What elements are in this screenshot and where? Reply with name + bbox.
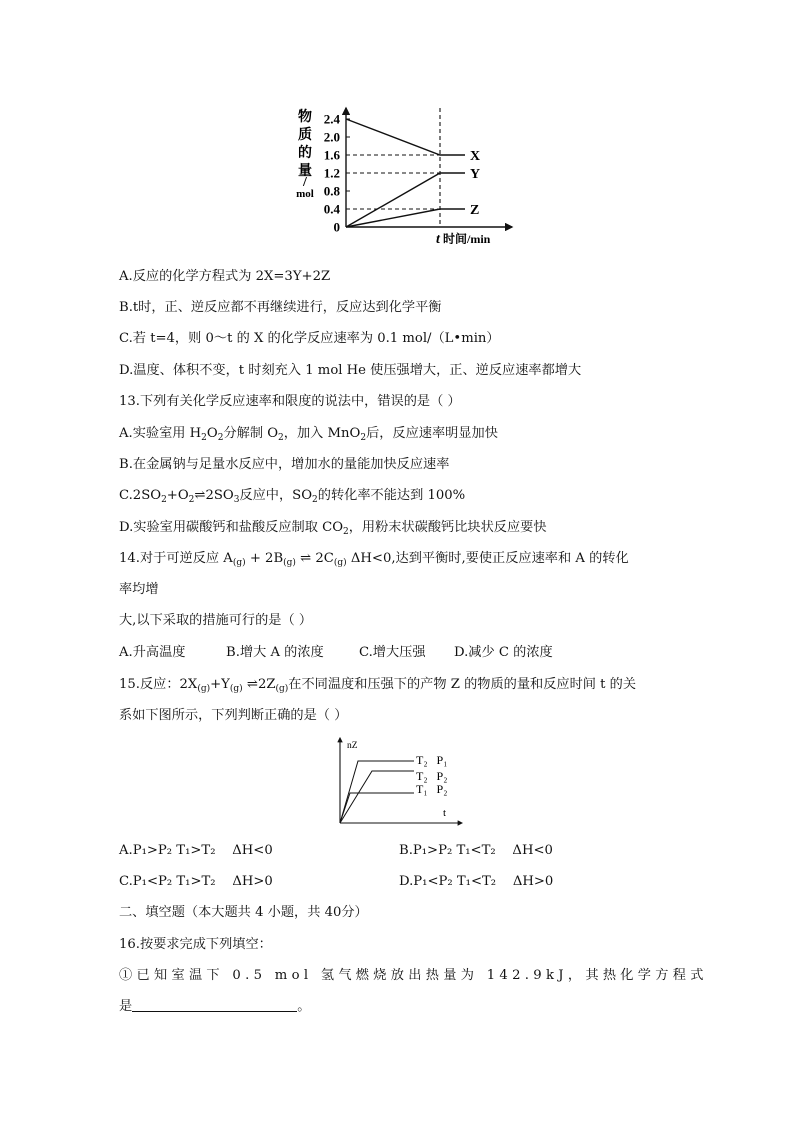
q15-options-row-1 <box>119 842 553 860</box>
fig2-label-t2-p2: T₂ P₂ <box>416 769 448 783</box>
y-axis-label-char: 物 <box>298 110 312 125</box>
y-tick-label: 0 <box>333 219 340 235</box>
q15-option-d: D.P₁<P₂ T₁<T₂ ΔH>0 <box>399 874 554 889</box>
series-X-label: X <box>470 149 481 164</box>
section-2-heading: 二、填空题（本大题共 4 小题，共 40分） <box>119 905 368 920</box>
q15-option-a: A.P₁>P₂ T₁>T₂ ΔH<0 <box>119 843 273 858</box>
series-Z-label: Z <box>470 203 480 218</box>
chart-svg <box>290 104 520 244</box>
q15-option-b: B.P₁>P₂ T₁<T₂ ΔH<0 <box>399 843 553 858</box>
series-Z-line <box>346 209 465 227</box>
series-X-line <box>346 119 465 155</box>
figure-2-svg <box>330 734 470 830</box>
fig2-label-t2-p1: T₂ P₁ <box>416 753 448 767</box>
q13-option-b: B.在金属钠与足量水反应中，增加水的量能加快反应速率 <box>119 457 450 472</box>
q12-option-a: A.反应的化学方程式为 2X=3Y+2Z <box>119 269 331 284</box>
y-tick-label: 1.6 <box>323 147 340 163</box>
q15-options-row-2 <box>119 873 553 891</box>
figure-1-chart <box>290 104 520 244</box>
x-axis-t-label: t <box>436 232 440 244</box>
q14-options <box>119 644 553 662</box>
fig2-y-label: nZ <box>347 741 358 751</box>
fig2-label-t1-p2: T₁ P₂ <box>416 782 448 796</box>
y-axis-label-char: 量 <box>298 164 312 179</box>
y-tick-label: 2.0 <box>323 129 340 145</box>
q15-stem-cont: 系如下图所示，下列判断正确的是（ ） <box>119 708 348 723</box>
q13-option-c: $C.2SO_2+O_2\rightleftharpoons 2SO_3$反应中，$SO_2$的转化率不能达到 100% <box>119 488 466 505</box>
fig2-x-label: t <box>443 807 447 819</box>
q16-part-1: ①已知室温下 0.5 mol 氢气燃烧放出热量为 142.9kJ，其热化学方程式 <box>119 968 708 983</box>
y-axis-label-char: mol <box>296 188 314 200</box>
x-axis-label: 时间/min <box>443 232 491 244</box>
answer-blank[interactable] <box>132 999 297 1012</box>
y-axis-label-char: / <box>303 175 307 190</box>
q14-option-c: C.增大压强 <box>359 645 426 660</box>
q13-option-a: A.实验室用 $H_2O_2$分解制 $O_2$，加入 MnO$_2$后，反应速率明显加快 <box>119 426 498 443</box>
q14-stem-cont-1: 率均增 <box>119 582 159 597</box>
y-tick-label: 2.4 <box>323 111 340 127</box>
series-Y-line <box>346 173 465 227</box>
y-tick-label: 0.8 <box>323 183 340 199</box>
q14-stem: 14.对于可逆反应 $A_{(g)} + 2B_{(g)}$ ⇌ $2C_{(g)}$ ΔH<0,达到平衡时,要使正反应速率和 A 的转化 <box>119 551 629 568</box>
q14-stem-cont-2: 大,以下采取的措施可行的是（ ） <box>119 613 313 628</box>
q16-part-1-answer: 是 。 <box>119 999 311 1014</box>
q14-option-a: A.升高温度 <box>119 645 186 660</box>
y-axis-label-char: 质 <box>298 128 312 143</box>
q15-stem: 15.反应：$2X_{(g)}+Y_{(g)}$ $\rightleftharpoons 2Z_{(g)}$在不同温度和压强下的产物 Z 的物质的量和反应时间 t 的关 <box>119 677 637 694</box>
series-Y-label: Y <box>470 167 481 182</box>
q14-option-b: B.增大 A 的浓度 <box>226 645 324 660</box>
y-tick-label: 1.2 <box>323 165 340 181</box>
q15-option-c: C.P₁<P₂ T₁>T₂ ΔH>0 <box>119 874 273 889</box>
q16-stem: 16.按要求完成下列填空： <box>119 937 272 952</box>
q14-option-d: D.减少 C 的浓度 <box>454 645 553 660</box>
q13-option-d: D.实验室用碳酸钙和盐酸反应制取 $CO_2$，用粉末状碳酸钙比块状反应要快 <box>119 520 547 537</box>
q12-option-c: C.若 t=4，则 0～t 的 X 的化学反应速率为 0.1 mol/（L•min） <box>119 331 500 346</box>
q13-stem: 13.下列有关化学反应速率和限度的说法中，错误的是（ ） <box>119 394 461 409</box>
figure-2-chart <box>330 734 470 830</box>
fig2-curve-t2-p2 <box>340 771 414 823</box>
fig2-curve-t2-p1 <box>340 761 414 823</box>
y-axis-label-char: 的 <box>298 146 312 161</box>
y-tick-label: 0.4 <box>323 201 340 217</box>
q12-option-b: B.t时，正、逆反应都不再继续进行，反应达到化学平衡 <box>119 300 442 315</box>
q12-option-d: D.温度、体积不变，t 时刻充入 1 mol He 使压强增大，正、逆反应速率都增大 <box>119 363 582 378</box>
fig2-curve-t1-p2 <box>340 793 414 823</box>
